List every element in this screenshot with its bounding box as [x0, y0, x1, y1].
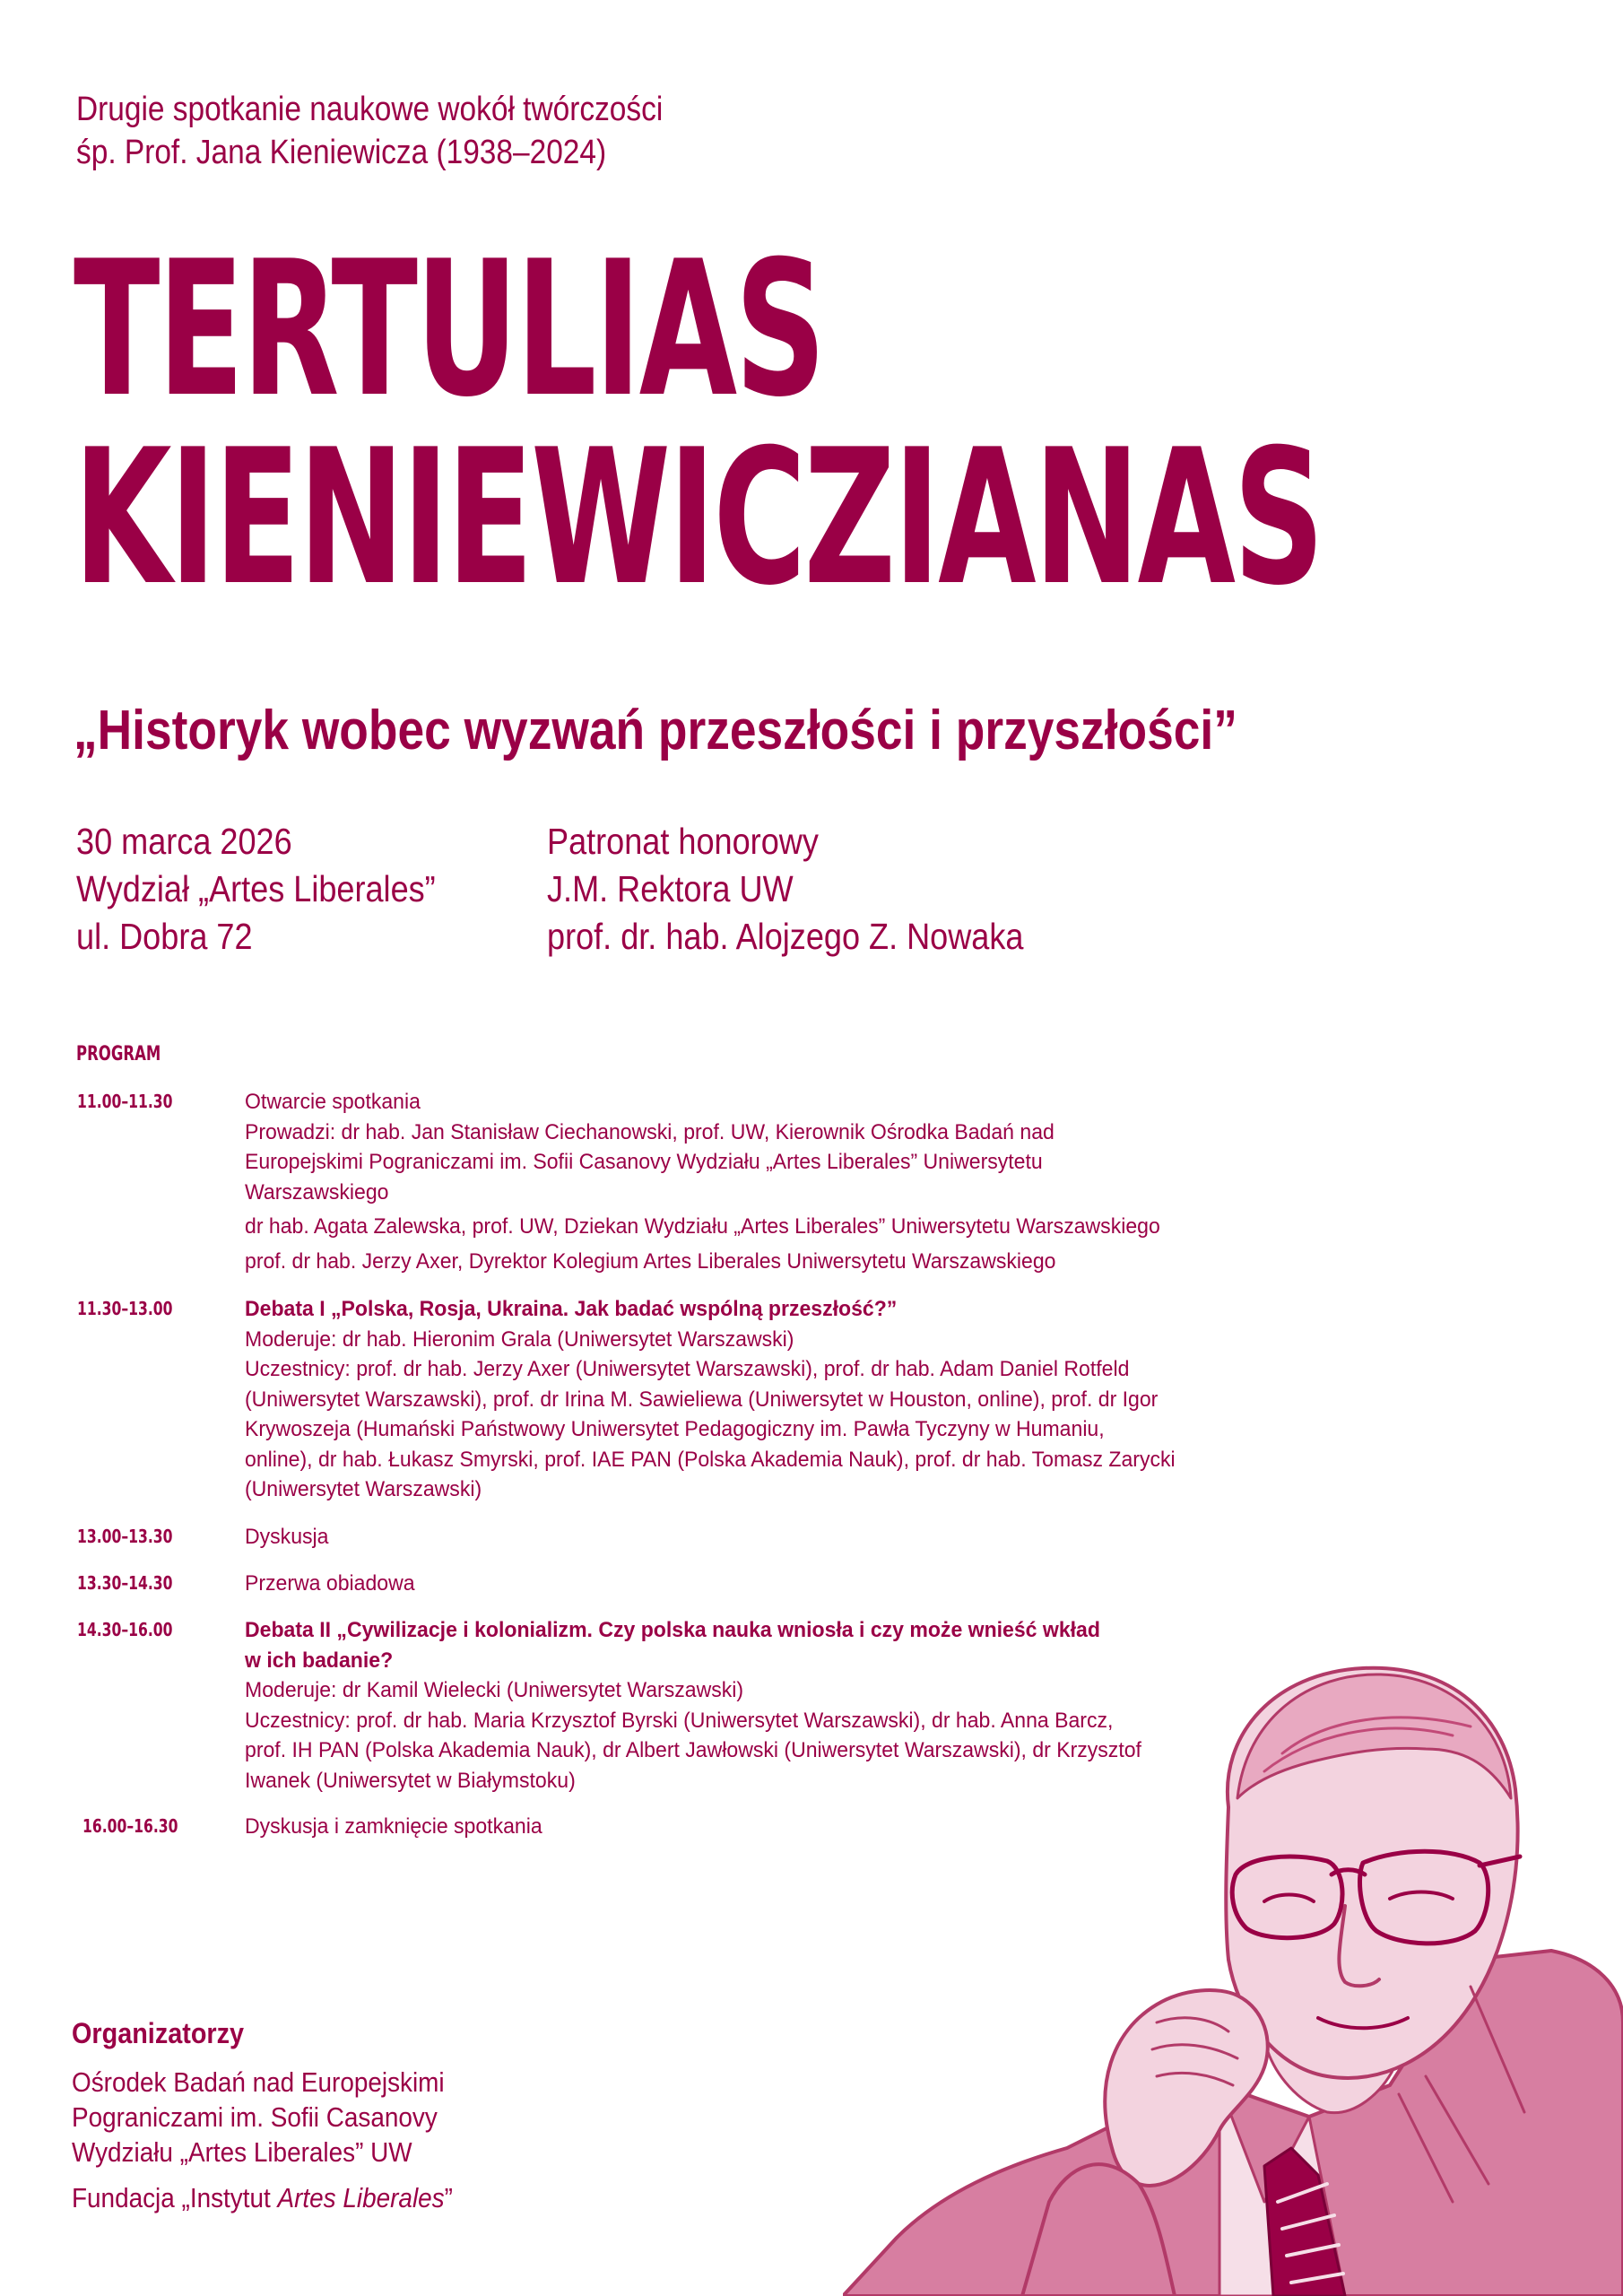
title-line-2: KIENIEWICZIANAS	[74, 410, 1323, 627]
program-line: prof. IH PAN (Polska Akademia Nauk), dr Albert Jawłowski (Uniwersytet Warszawski), dr Krzysztof	[245, 1738, 1141, 1762]
program-title: Dyskusja	[245, 1525, 329, 1549]
tagline: „Historyk wobec wyzwań przeszłości i przyszłości”	[74, 700, 1237, 761]
program-description	[245, 1294, 1235, 1505]
program-time: 13.30–14.30	[77, 1572, 173, 1594]
program-description	[245, 1087, 1235, 1276]
foundation-italic: Artes Liberales	[277, 2182, 445, 2213]
organizer-foundation	[72, 2180, 453, 2215]
program-time: 11.30–13.00	[77, 1298, 173, 1319]
program-line: Moderuje: dr Kamil Wielecki (Uniwersytet Warszawski)	[245, 1678, 744, 1702]
event-subtitle	[76, 88, 663, 174]
program-line: Prowadzi: dr hab. Jan Stanisław Ciechanowski, prof. UW, Kierownik Ośrodka Badań nad	[245, 1119, 1055, 1144]
subtitle-line-2: śp. Prof. Jana Kieniewicza (1938–2024)	[76, 134, 607, 171]
subtitle-line-1: Drugie spotkanie naukowe wokół twórczości	[76, 91, 664, 128]
program-line: Krywoszeja (Humański Państwowy Uniwersytet Pedagogiczny im. Pawła Tyczyny w Humaniu,	[245, 1417, 1105, 1441]
program-line: Uczestnicy: prof. dr hab. Maria Krzysztof Byrski (Uniwersytet Warszawski), dr hab. Anna Barcz,	[245, 1708, 1114, 1733]
program-time: 16.00–16.30	[82, 1815, 178, 1837]
organizer-line: Wydziału „Artes Liberales” UW	[72, 2136, 412, 2168]
organizer-line: Ośrodek Badań nad Europejskimi	[72, 2066, 445, 2098]
program-title: Debata I „Polska, Rosja, Ukraina. Jak badać wspólną przeszłość?”	[245, 1297, 898, 1321]
foundation-prefix: Fundacja „Instytut	[72, 2182, 278, 2213]
event-info	[76, 818, 436, 961]
program-time: 11.00–11.30	[77, 1091, 173, 1112]
organizers-list	[72, 2065, 453, 2215]
program-line: prof. dr hab. Jerzy Axer, Dyrektor Kolegium Artes Liberales Uniwersytetu Warszawskiego	[245, 1248, 1056, 1274]
program-title: Przerwa obiadowa	[245, 1571, 415, 1596]
event-date: 30 marca 2026	[76, 821, 292, 862]
program-line: dr hab. Agata Zalewska, prof. UW, Dziekan Wydziału „Artes Liberales” Uniwersytetu Warszawskiego	[245, 1214, 1160, 1239]
program-line: (Uniwersytet Warszawski)	[245, 1477, 482, 1501]
program-time: 13.00–13.30	[77, 1526, 173, 1547]
program-line: online), dr hab. Łukasz Smyrski, prof. IAE PAN (Polska Akademia Nauk), prof. dr hab. Tomasz Zarycki	[245, 1447, 1176, 1472]
program-description	[245, 1569, 1235, 1599]
patronage-line-3: prof. dr. hab. Alojzego Z. Nowaka	[547, 916, 1024, 957]
program-line: Uczestnicy: prof. dr hab. Jerzy Axer (Uniwersytet Warszawski), prof. dr hab. Adam Daniel Rotfeld	[245, 1357, 1130, 1381]
program-line: Moderuje: dr hab. Hieronim Grala (Uniwersytet Warszawski)	[245, 1326, 794, 1352]
program-line: Warszawskiego	[245, 1179, 389, 1205]
program-title: Dyskusja i zamknięcie spotkania	[245, 1814, 542, 1839]
program-label: PROGRAM	[76, 1043, 161, 1065]
program-description	[245, 1522, 1235, 1552]
program-title: Debata II „Cywilizacje i kolonializm. Czy polska nauka wniosła i czy może wnieść wkład	[245, 1618, 1100, 1642]
program-title: Otwarcie spotkania	[245, 1090, 421, 1114]
program-title: w ich badanie?	[245, 1648, 394, 1673]
patronage-info	[547, 818, 1023, 961]
event-address: ul. Dobra 72	[76, 916, 253, 957]
patronage-line-2: J.M. Rektora UW	[547, 868, 794, 909]
organizers-heading: Organizatorzy	[72, 2017, 245, 2049]
event-venue: Wydział „Artes Liberales”	[76, 868, 436, 909]
organizer-line: Pograniczami im. Sofii Casanovy	[72, 2101, 438, 2133]
portrait-illustration	[843, 1664, 1623, 2296]
foundation-suffix: ”	[444, 2182, 453, 2213]
patronage-line-1: Patronat honorowy	[547, 821, 819, 862]
title-line-1: TERTULIAS	[74, 222, 824, 439]
program-line: (Uniwersytet Warszawski), prof. dr Irina M. Sawieliewa (Uniwersytet w Houston, online), prof. dr Igor	[245, 1387, 1159, 1412]
program-line: Europejskimi Pograniczami im. Sofii Casanovy Wydziału „Artes Liberales” Uniwersytetu	[245, 1150, 1043, 1174]
program-line: Iwanek (Uniwersytet w Białymstoku)	[245, 1768, 576, 1793]
program-time: 14.30–16.00	[77, 1619, 173, 1640]
